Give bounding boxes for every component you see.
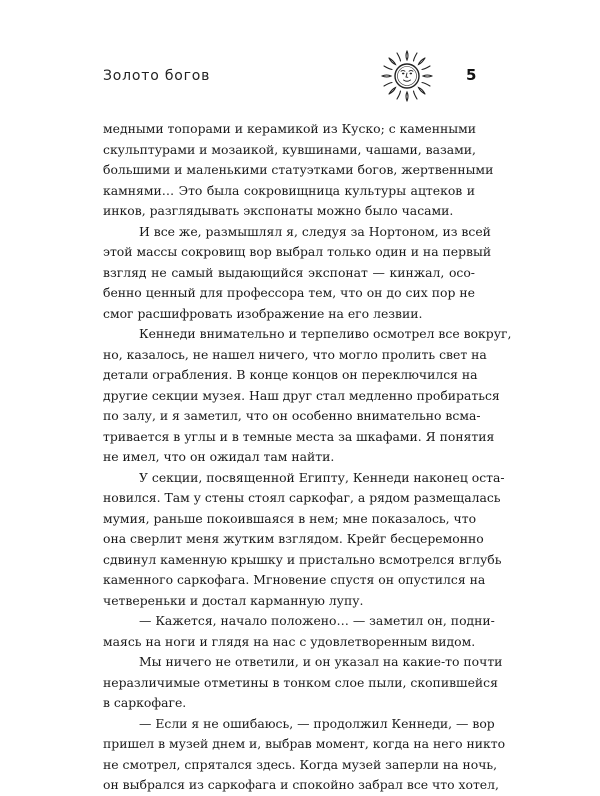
paragraph-2: [103, 222, 492, 325]
page-number: 5: [466, 66, 477, 84]
text-line: И все же, размышлял я, следуя за Нортоном, из всей: [139, 223, 491, 239]
text-line: камнями… Это была сокровищница культуры ацтеков и: [103, 182, 475, 198]
text-line: не имел, что он ожидал там найти.: [103, 449, 335, 464]
paragraph-3: [103, 324, 512, 468]
text-line: детали ограбления. В конце концов он переключился на: [103, 367, 478, 382]
text-line: каменного саркофага. Мгновение спустя он опустился на: [103, 572, 486, 587]
text-line: этой массы сокровищ вор выбрал только один и на первый: [103, 244, 492, 259]
text-line: пришел в музей днем и, выбрав момент, когда на него никто: [103, 736, 506, 751]
paragraph-4: [103, 468, 505, 612]
text-line: мумия, раньше покоившаяся в нем; мне показалось, что: [103, 510, 477, 526]
text-line: не смотрел, спрятался здесь. Когда музей заперли на ночь,: [103, 756, 498, 772]
text-line: она сверлит меня жутким взглядом. Крейг бесцеремонно: [103, 531, 484, 546]
text-line: бенно ценный для профессора тем, что он до сих пор не: [103, 285, 475, 300]
text-line: в саркофаге.: [103, 695, 187, 710]
text-line: Мы ничего не ответили, и он указал на какие-то почти: [139, 654, 503, 669]
text-line: — Кажется, начало положено… — заметил он, подни-: [139, 613, 495, 628]
text-line: новился. Там у стены стоял саркофаг, а рядом размещалась: [103, 490, 501, 505]
text-line: маясь на ноги и глядя на нас с удовлетворенным видом.: [103, 633, 476, 649]
text-line: неразличимые отметины в тонком слое пыли, скопившейся: [103, 674, 498, 690]
running-head: Золото богов: [103, 68, 211, 84]
text-line: инков, разглядывать экспонаты можно было часами.: [103, 203, 454, 218]
paragraph-7: [103, 714, 506, 796]
paragraph-6: [103, 652, 503, 714]
text-line: скульптурами и мозаикой, кувшинами, чашами, вазами,: [103, 141, 476, 157]
text-line: по залу, и я заметил, что он особенно внимательно всма-: [103, 408, 481, 423]
text-line: У секции, посвященной Египту, Кеннеди наконец оста-: [139, 469, 505, 485]
text-line: Кеннеди внимательно и терпеливо осмотрел все вокруг,: [139, 326, 512, 341]
text-line: тривается в углы и в темные места за шкафами. Я понятия: [103, 428, 495, 444]
body-text: [103, 119, 512, 796]
text-line: взгляд не самый выдающийся экспонат — кинжал, осо-: [103, 264, 475, 280]
text-line: — Если я не ошибаюсь, — продолжил Кеннеди, — вор: [139, 715, 495, 731]
text-line: но, казалось, не нашел ничего, что могло пролить свет на: [103, 346, 487, 362]
text-line: он выбрался из саркофага и спокойно забрал все что хотел,: [103, 777, 499, 792]
text-line: четвереньки и достал карманную лупу.: [103, 592, 364, 608]
text-line: другие секции музея. Наш друг стал медленно пробираться: [103, 387, 500, 403]
text-line: сдвинул каменную крышку и пристально всмотрелся вглубь: [103, 551, 502, 567]
text-line: большими и маленькими статуэтками богов, жертвенными: [103, 162, 494, 177]
paragraph-1: [103, 119, 494, 222]
sun-ornament-icon: [379, 48, 435, 104]
text-line: смог расшифровать изображение на его лезвии.: [103, 305, 423, 321]
paragraph-5: [103, 611, 495, 652]
text-line: медными топорами и керамикой из Куско; с каменными: [103, 121, 476, 136]
